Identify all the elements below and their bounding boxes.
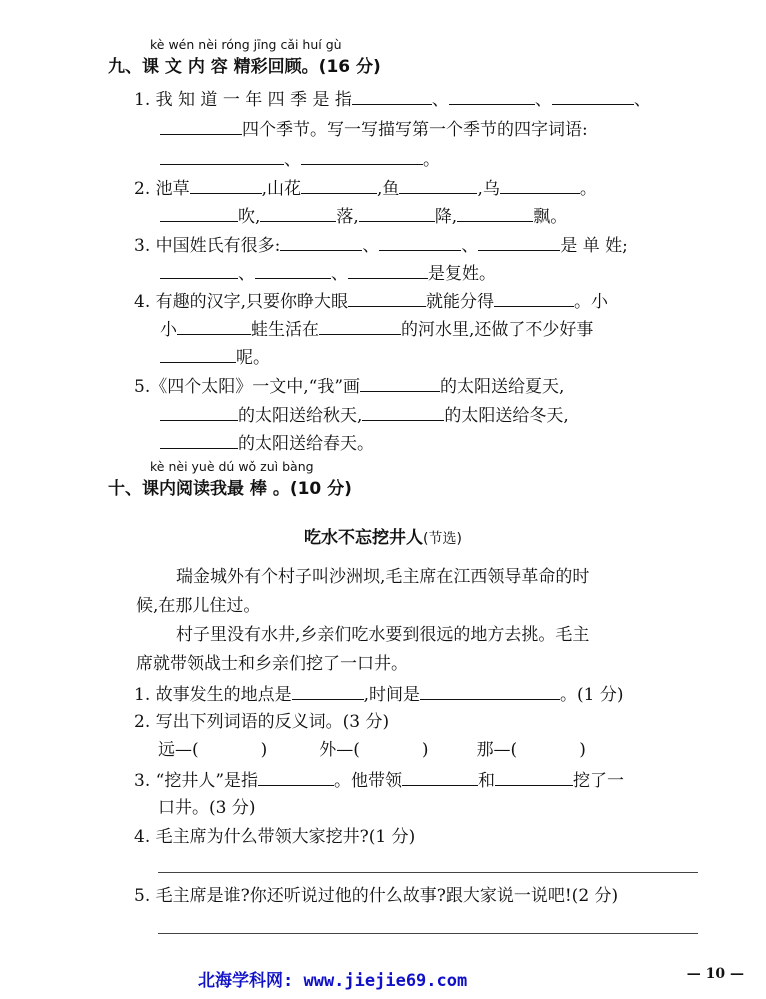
blank[interactable] — [255, 262, 331, 279]
watermark: 北海学科网: www.jiejie69.com — [198, 971, 468, 991]
page-number: — 10 — — [686, 966, 744, 982]
q10-2: 2. 写出下列词语的反义词。(3 分) — [134, 712, 390, 732]
blank[interactable] — [292, 683, 364, 700]
q9-2-line2: 吹, 落, 降, 飘。 — [160, 205, 567, 227]
q9-4-line2: 小 蛙生活在 的河水里,还做了不少好事 — [160, 320, 594, 340]
q9-3-line2: 、 、 是复姓。 — [160, 262, 496, 284]
blank[interactable] — [160, 432, 238, 449]
q10-3-line2: 口井。(3 分) — [158, 798, 256, 818]
blank[interactable] — [348, 290, 426, 307]
blank[interactable] — [160, 148, 284, 165]
blank[interactable] — [379, 234, 461, 251]
blank[interactable] — [319, 318, 401, 335]
blank[interactable] — [160, 205, 238, 222]
blank[interactable] — [457, 205, 533, 222]
blank[interactable] — [399, 177, 477, 194]
blank[interactable] — [160, 262, 238, 279]
blank[interactable] — [160, 404, 238, 421]
blank[interactable] — [494, 290, 574, 307]
q9-5-line3: 的太阳送给春天。 — [160, 432, 374, 454]
blank[interactable] — [362, 404, 444, 421]
blank[interactable] — [260, 205, 336, 222]
q10-3-line1: 3. “挖井人”是指 。他带领 和 挖了一 — [134, 771, 625, 791]
blank[interactable] — [301, 177, 377, 194]
q9-1-line3: 、 。 — [160, 148, 440, 170]
blank[interactable] — [478, 234, 560, 251]
q9-5-line2: 的太阳送给秋天, 的太阳送给冬天, — [160, 404, 569, 426]
section10-heading: 十、课内阅读我最 棒 。(10 分) — [108, 479, 352, 499]
q10-1: 1. 故事发生的地点是 ,时间是 。(1 分) — [134, 685, 624, 705]
q10-4: 4. 毛主席为什么带领大家挖井?(1 分) — [134, 827, 416, 847]
q9-1-line2: 四个季节。写一写描写第一个季节的四字词语: — [160, 118, 588, 140]
blank[interactable] — [301, 148, 423, 165]
blank[interactable] — [402, 769, 478, 786]
blank[interactable] — [359, 205, 435, 222]
section9-pinyin: kè wén nèi róng jīng cǎi huí gù — [150, 37, 342, 52]
answer-line-q4[interactable] — [158, 872, 698, 873]
section9-heading: 九、课 文 内 容 精彩回顾。(16 分) — [108, 57, 381, 77]
blank[interactable] — [552, 88, 634, 105]
blank[interactable] — [500, 177, 580, 194]
blank[interactable] — [160, 118, 242, 135]
q9-4-line3: 呢。 — [160, 346, 270, 368]
blank[interactable] — [190, 177, 262, 194]
blank[interactable] — [258, 769, 334, 786]
q9-1-line1: 1. 我 知 道 一 年 四 季 是 指 、 、 、 — [134, 90, 651, 110]
blank[interactable] — [160, 346, 236, 363]
reading-para2-line1: 村子里没有水井,乡亲们吃水要到很远的地方去挑。毛主 — [176, 625, 590, 645]
blank[interactable] — [348, 262, 428, 279]
q10-5: 5. 毛主席是谁?你还听说过他的什么故事?跟大家说一说吧!(2 分) — [134, 886, 619, 906]
answer-line-q5[interactable] — [158, 933, 698, 934]
reading-title: 吃水不忘挖井人(节选) — [304, 528, 462, 548]
blank[interactable] — [420, 683, 560, 700]
q10-2-antonyms: 远—( ) 外—( ) 那—( ) — [158, 740, 586, 760]
blank[interactable] — [449, 88, 535, 105]
reading-para1-line1: 瑞金城外有个村子叫沙洲坝,毛主席在江西领导革命的时 — [176, 567, 590, 587]
blank[interactable] — [352, 88, 432, 105]
q9-4-line1: 4. 有趣的汉字,只要你睁大眼 就能分得 。小 — [134, 292, 609, 312]
reading-para1-line2: 候,在那儿住过。 — [136, 596, 261, 616]
section10-pinyin: kè nèi yuè dú wǒ zuì bàng — [150, 459, 314, 474]
q9-3-line1: 3. 中国姓氏有很多: 、 、 是 单 姓; — [134, 236, 628, 256]
blank[interactable] — [280, 234, 362, 251]
blank[interactable] — [360, 375, 440, 392]
blank[interactable] — [495, 769, 573, 786]
q9-5-line1: 5.《四个太阳》一文中,“我”画 的太阳送给夏天, — [134, 377, 565, 397]
q9-2-line1: 2. 池草 ,山花 ,鱼 ,乌 。 — [134, 179, 597, 199]
reading-para2-line2: 席就带领战士和乡亲们挖了一口井。 — [136, 654, 408, 674]
blank[interactable] — [177, 318, 251, 335]
